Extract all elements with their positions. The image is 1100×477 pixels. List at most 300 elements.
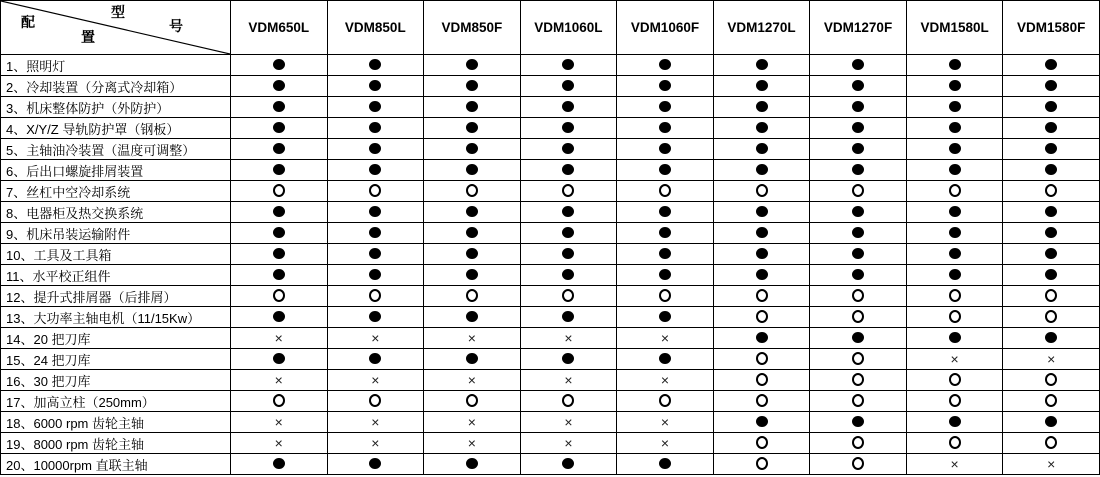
cross-symbol: × bbox=[371, 413, 380, 430]
filled-circle-symbol bbox=[466, 458, 478, 469]
hollow-circle-symbol bbox=[1045, 436, 1057, 449]
cell-optional bbox=[713, 307, 810, 328]
hollow-circle-symbol bbox=[369, 289, 381, 302]
cell-not-available bbox=[231, 328, 328, 349]
cell-optional bbox=[327, 391, 424, 412]
hollow-circle-symbol bbox=[852, 457, 864, 470]
filled-circle-symbol bbox=[562, 353, 574, 364]
cell-optional bbox=[810, 307, 907, 328]
hollow-circle-symbol bbox=[756, 394, 768, 407]
table-row bbox=[1, 139, 1100, 160]
cell-not-available bbox=[617, 328, 714, 349]
filled-circle-symbol bbox=[369, 227, 381, 238]
cell-standard bbox=[1003, 328, 1100, 349]
cell-standard bbox=[617, 349, 714, 370]
corner-char-config-1: 配 bbox=[21, 14, 35, 30]
row-label: 5、主轴油冷装置（温度可调整） bbox=[1, 139, 231, 160]
cell-standard bbox=[424, 265, 521, 286]
filled-circle-symbol bbox=[852, 248, 864, 259]
cell-not-available bbox=[906, 454, 1003, 475]
filled-circle-symbol bbox=[1045, 416, 1057, 427]
cell-optional bbox=[810, 391, 907, 412]
filled-circle-symbol bbox=[1045, 80, 1057, 91]
cell-standard bbox=[327, 307, 424, 328]
filled-circle-symbol bbox=[369, 353, 381, 364]
cross-symbol: × bbox=[274, 329, 283, 346]
filled-circle-symbol bbox=[369, 101, 381, 112]
cell-not-available bbox=[617, 412, 714, 433]
cell-optional bbox=[810, 286, 907, 307]
hollow-circle-symbol bbox=[852, 352, 864, 365]
cell-standard bbox=[231, 160, 328, 181]
cell-standard bbox=[1003, 97, 1100, 118]
cell-optional bbox=[1003, 286, 1100, 307]
hollow-circle-symbol bbox=[949, 310, 961, 323]
table-row bbox=[1, 97, 1100, 118]
cell-optional bbox=[906, 181, 1003, 202]
cell-standard bbox=[231, 139, 328, 160]
cross-symbol: × bbox=[660, 329, 670, 346]
cell-not-available bbox=[327, 370, 424, 391]
cross-symbol: × bbox=[1047, 455, 1056, 472]
cell-standard bbox=[520, 202, 617, 223]
cell-standard bbox=[713, 202, 810, 223]
filled-circle-symbol bbox=[756, 206, 768, 217]
filled-circle-symbol bbox=[949, 227, 961, 238]
row-label: 12、提升式排屑器（后排屑） bbox=[1, 286, 231, 307]
table-row bbox=[1, 412, 1100, 433]
cell-standard bbox=[906, 244, 1003, 265]
filled-circle-symbol bbox=[273, 143, 285, 154]
filled-circle-symbol bbox=[466, 164, 478, 175]
cell-standard bbox=[1003, 118, 1100, 139]
hollow-circle-symbol bbox=[562, 289, 574, 302]
column-header-vdm1060l: VDM1060L bbox=[520, 1, 617, 55]
cell-standard bbox=[231, 307, 328, 328]
cell-standard bbox=[231, 97, 328, 118]
cell-standard bbox=[906, 160, 1003, 181]
table-row bbox=[1, 202, 1100, 223]
table-row bbox=[1, 223, 1100, 244]
row-label: 15、24 把刀库 bbox=[1, 349, 231, 370]
filled-circle-symbol bbox=[369, 80, 381, 91]
row-label: 19、8000 rpm 齿轮主轴 bbox=[1, 433, 231, 454]
filled-circle-symbol bbox=[562, 164, 574, 175]
cell-standard bbox=[906, 118, 1003, 139]
hollow-circle-symbol bbox=[949, 373, 961, 386]
cell-standard bbox=[617, 244, 714, 265]
cell-standard bbox=[327, 202, 424, 223]
cell-not-available bbox=[424, 328, 521, 349]
filled-circle-symbol bbox=[949, 143, 961, 154]
cell-standard bbox=[327, 97, 424, 118]
cell-optional bbox=[424, 286, 521, 307]
filled-circle-symbol bbox=[949, 269, 961, 280]
filled-circle-symbol bbox=[756, 122, 768, 133]
filled-circle-symbol bbox=[369, 206, 381, 217]
table-row bbox=[1, 244, 1100, 265]
cell-standard bbox=[327, 265, 424, 286]
cell-standard bbox=[327, 118, 424, 139]
cell-optional bbox=[810, 349, 907, 370]
cell-standard bbox=[424, 76, 521, 97]
cell-standard bbox=[520, 160, 617, 181]
filled-circle-symbol bbox=[369, 143, 381, 154]
row-label: 18、6000 rpm 齿轮主轴 bbox=[1, 412, 231, 433]
cell-not-available bbox=[520, 370, 617, 391]
row-label: 1、照明灯 bbox=[1, 55, 231, 76]
cell-standard bbox=[520, 55, 617, 76]
cell-not-available bbox=[327, 433, 424, 454]
row-label: 7、丝杠中空冷却系统 bbox=[1, 181, 231, 202]
cell-standard bbox=[424, 307, 521, 328]
filled-circle-symbol bbox=[949, 332, 961, 343]
hollow-circle-symbol bbox=[369, 184, 381, 197]
row-label: 14、20 把刀库 bbox=[1, 328, 231, 349]
filled-circle-symbol bbox=[659, 164, 671, 175]
cell-standard bbox=[424, 454, 521, 475]
hollow-circle-symbol bbox=[756, 289, 768, 302]
cross-symbol: × bbox=[467, 371, 476, 388]
corner-char-config-2: 置 bbox=[81, 29, 95, 45]
filled-circle-symbol bbox=[466, 311, 478, 322]
cell-standard bbox=[713, 97, 810, 118]
hollow-circle-symbol bbox=[949, 184, 961, 197]
filled-circle-symbol bbox=[369, 269, 381, 280]
cell-not-available bbox=[424, 370, 521, 391]
cell-standard bbox=[713, 223, 810, 244]
cell-standard bbox=[231, 454, 328, 475]
filled-circle-symbol bbox=[369, 59, 381, 70]
cell-standard bbox=[906, 97, 1003, 118]
cell-standard bbox=[617, 265, 714, 286]
cell-standard bbox=[906, 265, 1003, 286]
cell-not-available bbox=[1003, 454, 1100, 475]
cell-not-available bbox=[231, 433, 328, 454]
cell-optional bbox=[1003, 391, 1100, 412]
cell-standard bbox=[713, 328, 810, 349]
table-row bbox=[1, 181, 1100, 202]
cell-standard bbox=[810, 160, 907, 181]
cross-symbol: × bbox=[467, 329, 476, 346]
cell-optional bbox=[520, 286, 617, 307]
hollow-circle-symbol bbox=[1045, 373, 1057, 386]
filled-circle-symbol bbox=[852, 164, 864, 175]
cell-standard bbox=[424, 349, 521, 370]
cell-standard bbox=[906, 412, 1003, 433]
cell-optional bbox=[713, 391, 810, 412]
cell-standard bbox=[327, 349, 424, 370]
column-header-vdm1580f: VDM1580F bbox=[1003, 1, 1100, 55]
cell-standard bbox=[424, 202, 521, 223]
hollow-circle-symbol bbox=[852, 436, 864, 449]
filled-circle-symbol bbox=[273, 248, 285, 259]
filled-circle-symbol bbox=[852, 416, 864, 427]
corner-header-cell bbox=[1, 1, 231, 55]
cell-optional bbox=[906, 370, 1003, 391]
hollow-circle-symbol bbox=[1045, 310, 1057, 323]
cell-standard bbox=[327, 223, 424, 244]
cell-standard bbox=[231, 55, 328, 76]
cell-optional bbox=[424, 181, 521, 202]
cell-optional bbox=[1003, 433, 1100, 454]
cell-standard bbox=[810, 55, 907, 76]
cell-optional bbox=[617, 391, 714, 412]
cell-standard bbox=[1003, 55, 1100, 76]
corner-char-model-1: 型 bbox=[111, 4, 125, 20]
filled-circle-symbol bbox=[273, 80, 285, 91]
cell-optional bbox=[617, 181, 714, 202]
row-label: 6、后出口螺旋排屑装置 bbox=[1, 160, 231, 181]
hollow-circle-symbol bbox=[852, 373, 864, 386]
table-row bbox=[1, 454, 1100, 475]
cell-standard bbox=[617, 307, 714, 328]
cell-optional bbox=[617, 286, 714, 307]
cell-standard bbox=[713, 412, 810, 433]
hollow-circle-symbol bbox=[756, 310, 768, 323]
hollow-circle-symbol bbox=[852, 310, 864, 323]
filled-circle-symbol bbox=[1045, 206, 1057, 217]
cell-optional bbox=[327, 286, 424, 307]
table-row bbox=[1, 265, 1100, 286]
cell-standard bbox=[520, 118, 617, 139]
filled-circle-symbol bbox=[1045, 269, 1057, 280]
cell-standard bbox=[327, 244, 424, 265]
corner-char-model-2: 号 bbox=[169, 18, 183, 34]
cell-standard bbox=[231, 244, 328, 265]
row-label: 3、机床整体防护（外防护） bbox=[1, 97, 231, 118]
cell-optional bbox=[713, 286, 810, 307]
cell-standard bbox=[810, 139, 907, 160]
cell-not-available bbox=[520, 328, 617, 349]
table-row bbox=[1, 349, 1100, 370]
row-label: 11、水平校正组件 bbox=[1, 265, 231, 286]
cell-standard bbox=[906, 139, 1003, 160]
hollow-circle-symbol bbox=[949, 289, 961, 302]
cell-standard bbox=[231, 223, 328, 244]
hollow-circle-symbol bbox=[659, 184, 671, 197]
cell-standard bbox=[617, 76, 714, 97]
row-label: 8、电器柜及热交换系统 bbox=[1, 202, 231, 223]
cell-optional bbox=[906, 286, 1003, 307]
cell-standard bbox=[520, 97, 617, 118]
cell-standard bbox=[424, 97, 521, 118]
filled-circle-symbol bbox=[659, 311, 671, 322]
row-label: 4、X/Y/Z 导轨防护罩（钢板） bbox=[1, 118, 231, 139]
hollow-circle-symbol bbox=[852, 289, 864, 302]
filled-circle-symbol bbox=[369, 311, 381, 322]
cell-standard bbox=[810, 328, 907, 349]
hollow-circle-symbol bbox=[273, 184, 285, 197]
filled-circle-symbol bbox=[756, 227, 768, 238]
filled-circle-symbol bbox=[1045, 101, 1057, 112]
cell-not-available bbox=[231, 412, 328, 433]
cell-optional bbox=[424, 391, 521, 412]
filled-circle-symbol bbox=[562, 59, 574, 70]
filled-circle-symbol bbox=[949, 101, 961, 112]
hollow-circle-symbol bbox=[756, 352, 768, 365]
cell-standard bbox=[1003, 202, 1100, 223]
filled-circle-symbol bbox=[273, 164, 285, 175]
cell-optional bbox=[231, 391, 328, 412]
hollow-circle-symbol bbox=[1045, 289, 1057, 302]
filled-circle-symbol bbox=[756, 248, 768, 259]
filled-circle-symbol bbox=[562, 248, 574, 259]
cell-standard bbox=[810, 97, 907, 118]
filled-circle-symbol bbox=[1045, 59, 1057, 70]
hollow-circle-symbol bbox=[659, 394, 671, 407]
hollow-circle-symbol bbox=[1045, 184, 1057, 197]
cell-optional bbox=[713, 454, 810, 475]
cell-optional bbox=[810, 181, 907, 202]
filled-circle-symbol bbox=[756, 416, 768, 427]
row-label: 20、10000rpm 直联主轴 bbox=[1, 454, 231, 475]
filled-circle-symbol bbox=[562, 311, 574, 322]
filled-circle-symbol bbox=[659, 122, 671, 133]
column-header-vdm1270f: VDM1270F bbox=[810, 1, 907, 55]
cell-standard bbox=[617, 202, 714, 223]
table-row bbox=[1, 307, 1100, 328]
header-row bbox=[1, 1, 1100, 55]
cell-standard bbox=[906, 55, 1003, 76]
table-row bbox=[1, 370, 1100, 391]
cell-optional bbox=[906, 391, 1003, 412]
cell-not-available bbox=[231, 370, 328, 391]
cell-optional bbox=[1003, 307, 1100, 328]
filled-circle-symbol bbox=[949, 164, 961, 175]
cross-symbol: × bbox=[274, 434, 283, 451]
cross-symbol: × bbox=[274, 371, 283, 388]
cell-standard bbox=[906, 328, 1003, 349]
cell-standard bbox=[810, 265, 907, 286]
hollow-circle-symbol bbox=[1045, 394, 1057, 407]
hollow-circle-symbol bbox=[949, 394, 961, 407]
cell-standard bbox=[231, 76, 328, 97]
filled-circle-symbol bbox=[1045, 332, 1057, 343]
cell-standard bbox=[520, 244, 617, 265]
cross-symbol: × bbox=[1047, 350, 1056, 367]
filled-circle-symbol bbox=[659, 101, 671, 112]
filled-circle-symbol bbox=[369, 248, 381, 259]
cross-symbol: × bbox=[950, 350, 959, 367]
filled-circle-symbol bbox=[1045, 143, 1057, 154]
hollow-circle-symbol bbox=[756, 436, 768, 449]
cell-standard bbox=[231, 349, 328, 370]
filled-circle-symbol bbox=[659, 248, 671, 259]
filled-circle-symbol bbox=[756, 101, 768, 112]
filled-circle-symbol bbox=[949, 80, 961, 91]
filled-circle-symbol bbox=[659, 227, 671, 238]
table-row bbox=[1, 160, 1100, 181]
cell-standard bbox=[327, 454, 424, 475]
cell-optional bbox=[810, 454, 907, 475]
cell-standard bbox=[810, 118, 907, 139]
filled-circle-symbol bbox=[756, 269, 768, 280]
table-row bbox=[1, 328, 1100, 349]
filled-circle-symbol bbox=[659, 59, 671, 70]
filled-circle-symbol bbox=[466, 269, 478, 280]
cross-symbol: × bbox=[950, 455, 959, 472]
cell-not-available bbox=[424, 412, 521, 433]
filled-circle-symbol bbox=[659, 269, 671, 280]
cell-optional bbox=[713, 370, 810, 391]
table-row bbox=[1, 76, 1100, 97]
filled-circle-symbol bbox=[852, 80, 864, 91]
cross-symbol: × bbox=[660, 413, 670, 430]
table-row bbox=[1, 391, 1100, 412]
cell-not-available bbox=[327, 412, 424, 433]
hollow-circle-symbol bbox=[562, 184, 574, 197]
filled-circle-symbol bbox=[562, 122, 574, 133]
cell-standard bbox=[1003, 139, 1100, 160]
cell-standard bbox=[424, 160, 521, 181]
cell-standard bbox=[520, 307, 617, 328]
filled-circle-symbol bbox=[273, 458, 285, 469]
table-row bbox=[1, 286, 1100, 307]
filled-circle-symbol bbox=[852, 101, 864, 112]
filled-circle-symbol bbox=[852, 227, 864, 238]
filled-circle-symbol bbox=[273, 269, 285, 280]
hollow-circle-symbol bbox=[949, 436, 961, 449]
cell-optional bbox=[327, 181, 424, 202]
hollow-circle-symbol bbox=[659, 289, 671, 302]
filled-circle-symbol bbox=[273, 227, 285, 238]
cell-standard bbox=[617, 139, 714, 160]
hollow-circle-symbol bbox=[852, 184, 864, 197]
row-label: 17、加高立柱（250mm） bbox=[1, 391, 231, 412]
filled-circle-symbol bbox=[562, 206, 574, 217]
cross-symbol: × bbox=[660, 434, 670, 451]
table-row bbox=[1, 55, 1100, 76]
cell-standard bbox=[810, 76, 907, 97]
hollow-circle-symbol bbox=[273, 394, 285, 407]
filled-circle-symbol bbox=[273, 206, 285, 217]
column-header-vdm1270l: VDM1270L bbox=[713, 1, 810, 55]
cell-standard bbox=[231, 265, 328, 286]
cell-standard bbox=[906, 76, 1003, 97]
cell-not-available bbox=[906, 349, 1003, 370]
filled-circle-symbol bbox=[466, 227, 478, 238]
filled-circle-symbol bbox=[659, 458, 671, 469]
filled-circle-symbol bbox=[756, 332, 768, 343]
row-label: 13、大功率主轴电机（11/15Kw） bbox=[1, 307, 231, 328]
cell-standard bbox=[1003, 160, 1100, 181]
cell-not-available bbox=[617, 433, 714, 454]
cell-standard bbox=[713, 55, 810, 76]
filled-circle-symbol bbox=[659, 353, 671, 364]
cell-standard bbox=[327, 139, 424, 160]
cell-standard bbox=[424, 223, 521, 244]
cross-symbol: × bbox=[274, 413, 283, 430]
cell-standard bbox=[617, 223, 714, 244]
filled-circle-symbol bbox=[562, 458, 574, 469]
hollow-circle-symbol bbox=[369, 394, 381, 407]
cell-standard bbox=[424, 139, 521, 160]
filled-circle-symbol bbox=[466, 206, 478, 217]
row-label: 9、机床吊装运输附件 bbox=[1, 223, 231, 244]
filled-circle-symbol bbox=[562, 80, 574, 91]
filled-circle-symbol bbox=[562, 227, 574, 238]
cell-optional bbox=[906, 433, 1003, 454]
filled-circle-symbol bbox=[1045, 122, 1057, 133]
cell-optional bbox=[1003, 370, 1100, 391]
hollow-circle-symbol bbox=[466, 184, 478, 197]
cell-standard bbox=[520, 349, 617, 370]
cell-standard bbox=[520, 76, 617, 97]
column-header-vdm1060f: VDM1060F bbox=[617, 1, 714, 55]
filled-circle-symbol bbox=[273, 311, 285, 322]
hollow-circle-symbol bbox=[852, 394, 864, 407]
